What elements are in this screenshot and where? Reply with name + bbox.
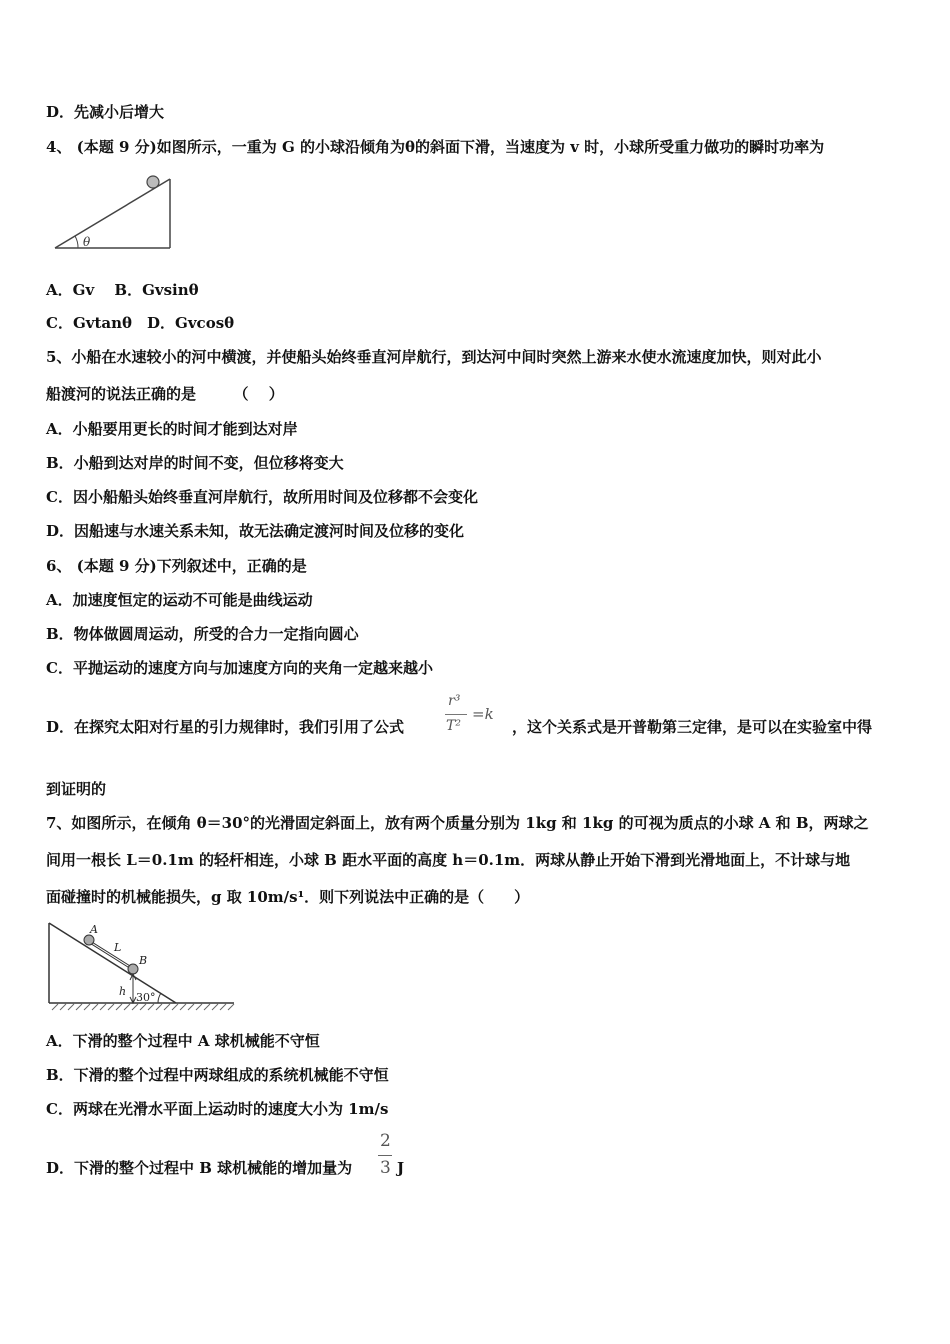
q6-option-d-before: D．在探究太阳对行星的引力规律时，我们引用了公式 <box>46 718 405 736</box>
q5-option-d: D．因船速与水速关系未知，故无法确定渡河时间及位移的变化 <box>46 522 465 540</box>
q7-ball-b <box>128 964 138 974</box>
q6-formula-denominator: T² <box>446 718 461 734</box>
q7-fraction-numerator: 2 <box>380 1131 391 1151</box>
q3-option-d: D．先减小后增大 <box>46 103 165 121</box>
q7-stem-line3: 面碰撞时的机械能损失，g 取 10m/s¹．则下列说法中正确的是（ ） <box>46 888 530 906</box>
q6-option-d-after: ，这个关系式是开普勒第三定律，是可以在实验室中得 <box>512 718 873 736</box>
q6-stem: 6、 (本题 9 分)下列叙述中，正确的是 <box>46 557 307 575</box>
q7-label-angle: 30° <box>136 991 156 1004</box>
q7-fraction-denominator: 3 <box>380 1158 391 1178</box>
q7-label-b: B <box>139 954 148 967</box>
q5-option-c: C．因小船船头始终垂直河岸航行，故所用时间及位移都不会变化 <box>46 488 478 506</box>
q7-incline-figure <box>44 918 240 1016</box>
q7-stem-line2: 间用一根长 L＝0.1m 的轻杆相连，小球 B 距水平面的高度 h＝0.1m．两球从静止开始下滑到光滑地面上，不计球与地 <box>46 851 851 869</box>
q4-ball <box>147 176 159 188</box>
q6-option-a: A．加速度恒定的运动不可能是曲线运动 <box>46 591 313 609</box>
q7-option-d-unit: J <box>397 1159 405 1177</box>
q4-stem: 4、 (本题 9 分)如图所示，一重为 G 的小球沿倾角为θ的斜面下滑，当速度为 v 时，小球所受重力做功的瞬时功率为 <box>46 138 825 156</box>
q4-options-row2: C．Gvtanθ D．Gvcosθ <box>46 314 235 332</box>
q7-label-l: L <box>114 941 122 954</box>
q5-stem-line1: 5、小船在水速较小的河中横渡，并使船头始终垂直河岸航行，到达河中间时突然上游来水使水流速度加快，则对此小 <box>46 348 822 366</box>
q4-options-row1: A．Gv B．Gvsinθ <box>46 281 199 299</box>
q5-stem-line2: 船渡河的说法正确的是 （ ） <box>46 385 284 403</box>
q5-option-a: A．小船要用更长的时间才能到达对岸 <box>46 420 298 438</box>
q7-label-h: h <box>119 985 127 998</box>
q7-option-a: A．下滑的整个过程中 A 球机械能不守恒 <box>46 1032 320 1050</box>
q7-option-c: C．两球在光滑水平面上运动时的速度大小为 1m/s <box>46 1100 389 1118</box>
q7-option-b: B．下滑的整个过程中两球组成的系统机械能不守恒 <box>46 1066 389 1084</box>
q7-label-a: A <box>90 923 98 936</box>
q6-option-b: B．物体做圆周运动，所受的合力一定指向圆心 <box>46 625 359 643</box>
q4-theta-label: θ <box>83 235 91 249</box>
q7-fraction-bar <box>378 1155 392 1156</box>
q6-formula-numerator: r³ <box>448 693 461 709</box>
q6-option-c: C．平抛运动的速度方向与加速度方向的夹角一定越来越小 <box>46 659 433 677</box>
q6-option-d-cont: 到证明的 <box>46 780 107 798</box>
q7-stem-line1: 7、如图所示，在倾角 θ＝30°的光滑固定斜面上，放有两个质量分别为 1kg 和 1kg 的可视为质点的小球 A 和 B，两球之 <box>46 814 869 832</box>
q7-option-d-before: D．下滑的整个过程中 B 球机械能的增加量为 <box>46 1159 353 1177</box>
q4-incline-figure <box>50 172 180 254</box>
q6-formula-rhs: =k <box>472 705 494 723</box>
q7-ball-a <box>84 935 94 945</box>
q6-formula-bar <box>445 714 467 715</box>
q5-option-b: B．小船到达对岸的时间不变，但位移将变大 <box>46 454 344 472</box>
